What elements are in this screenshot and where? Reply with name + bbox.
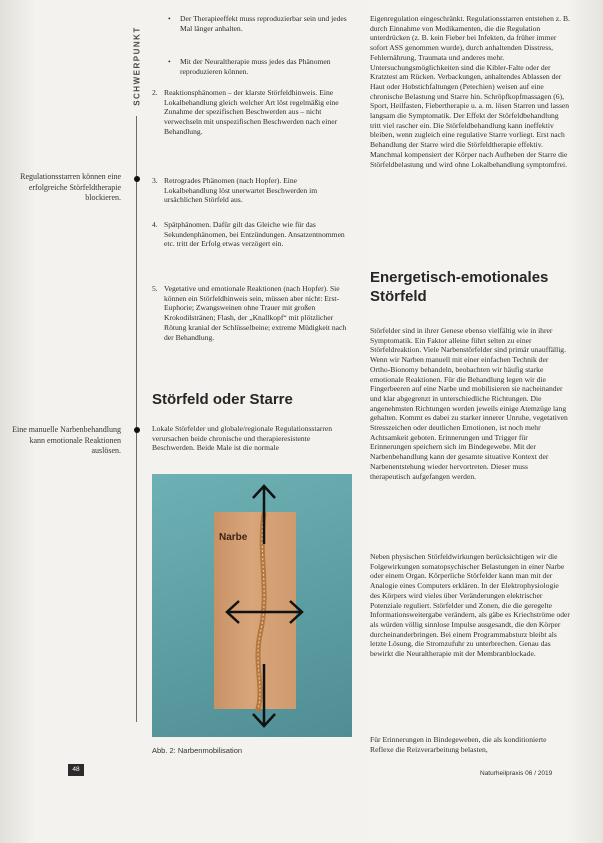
margin-rule <box>136 116 137 722</box>
figure-caption: Abb. 2: Narbenmobilisation <box>152 746 243 755</box>
side-note: Regulationsstarren können eine erfolgreiche Störfeldtherapie blockieren. <box>20 172 121 202</box>
section-heading: Energetisch-emotionales Störfeld <box>370 269 549 305</box>
list-item: 4. Spätphänomen. Dafür gilt das Gleiche wie für das Sekundenphänomen, bei Entzündungen. Ansatzentnommen etc. tritt der Erfolg etwas verzögert ein. <box>152 220 345 249</box>
section-tag-text: SCHWERPUNKT <box>132 25 142 106</box>
section-heading: Störfeld oder Starre <box>152 391 293 408</box>
body-paragraph: Für Erinnerungen in Bindegeweben, die als konditionierte Reflexe die Reizverarbeitung belasten, <box>370 735 547 754</box>
scar-mobilisation-figure <box>152 474 352 737</box>
bullet-item: • Mit der Neuraltherapie muss jedes das Phänomen reproduzieren können. <box>168 57 331 76</box>
page-number: 48 <box>68 764 84 776</box>
side-note: Eine manuelle Narbenbehandlung kann emotionale Reaktionen auslösen. <box>12 425 121 455</box>
list-item: 5. Vegetative und emotionale Reaktionen (nach Hopfer). Sie können ein Störfeldhinweis sein, müssen aber nicht: Erst-Euphorie; Zwangsweinen ohne Trauer mit großen Krokodilstränen; Flash, der „Knallkopf“ mit plötzlicher Rötung kranial der Schlüsselbeine; extreme Müdigkeit nach der Behandlung. <box>152 284 347 342</box>
figure-label: Narbe <box>219 532 248 543</box>
margin-dot <box>134 176 140 182</box>
body-paragraph: Lokale Störfelder und globale/regionale Regulationsstarren verursachen beide chronische und therapieresistente Beschwerden. Beide Male ist die normale <box>152 424 333 453</box>
body-paragraph: Eigenregulation eingeschränkt. Regulationsstarren entstehen z. B. durch Einnahme von Medikamenten, die die Regulation unterdrücken (z. B. kein Fieber bei Infekten, da früher immer sofort ASS genommen wurde), durch anhaltenden Disstress, Fehlernährung, Traumata und anderes mehr. Untersuchungsmöglichkeiten sind die Kibler-Falte oder der Kratztest am Rücken. Verbackungen, anhaltendes Ablassen der Haut oder Hobstichfaltungen (Petechien) weisen auf eine chronische Belastung und Starre hin. Schröpfkopfmassagen (6), Sport, Heilfasten, Fiebertherapie u. a. m. lösen Starren und lassen langsam die Symptomatik. Der Effekt der Störfeldbehandlung tritt viel rascher ein. Die Störfeldbehandlung kann ineffektiv bleiben, wenn zugleich eine regulative Starre vorliegt. Erst nach Behandlung der Starre wird die Störfeldtherapie effektiv. Manchmal kompensiert der Körper nach Aufheben der Starre die Störfeldbelastung und wird ohne Lokalbehandlung symptomfrei. <box>370 14 570 169</box>
list-item: 2. Reaktionsphänomen – der klarste Störfeldhinweis. Eine Lokalbehandlung gleich welcher Art löst regelmäßig eine Zunahme der spezifischen Beschwerden aus – nicht verwechseln mit unspezifischen Beschwerden nach einer Behandlung. <box>152 88 339 136</box>
footer-journal: Naturheilpraxis 06 / 2019 <box>480 770 553 777</box>
margin-dot <box>134 427 140 433</box>
list-item: 3. Retrogrades Phänomen (nach Hopfer). Eine Lokalbehandlung löst unerwartet Beschwerden im ursächlichen Störfeld aus. <box>152 176 318 205</box>
bullet-item: • Der Therapieeffekt muss reproduzierbar sein und jedes Mal länger anhalten. <box>168 14 347 33</box>
body-paragraph: Störfelder sind in ihrer Genese ebenso vielfältig wie in ihrer Symptomatik. Ein Faktor alleine führt selten zu einer Störfeldreaktion. Viele Narbenstörfelder sind primär unauffällig. Wenn wir Narben manuell mit einer einfachen Technik der Ortho-Bionomy behandeln, beobachten wir häufig starke emotionale Reaktionen. Für die Behandlung legen wir die Fingerbeeren auf eine Narbe und mobilisieren sie nacheinander und klar abgegrenzt in unterschiedliche Richtungen. Die angenehmsten Richtungen werden jeweils einige Atemzüge lang gehalten. Kommt es dabei zu starker innerer Unruhe, vegetativen Stresszeichen oder deutlichen Emotionen, ist noch mehr Achtsamkeit geboten. Erinnerungen und Trigger für Erinnerungen speichern sich im Bindegewebe. Mit der Narbenbehandlung kann der gesamte situative Kontext der Narbenentstehung wieder hervortreten. Dieser muss therapeutisch aufgefangen werden. <box>370 326 568 481</box>
body-paragraph: Neben physischen Störfeldwirkungen berücksichtigen wir die Folgewirkungen somatopsychischer Belastungen in einer Narbe oder einem Organ. Körperliche Störfelder kann man mit der Analogie eines Computers erklären. In der Elektrophysiologie des Körpers wird vieles über Veränderungen elektrischer Potenziale reguliert. Störfelder und Zonen, die die geregelte Informationsweitergabe verändern, als gäbe es Kriechströme oder als würden völlig sinnlose Impulse ausgesandt, die den Körper durcheinanderbringen. Bei einem Programmabsturz bleibt als letzte Lösung, die Stromzufuhr zu unterbrechen. Genau das bewirkt die Neuraltherapie mit der Membranblockade. <box>370 552 570 659</box>
section-tag <box>126 18 148 113</box>
arrows-overlay <box>152 474 352 737</box>
